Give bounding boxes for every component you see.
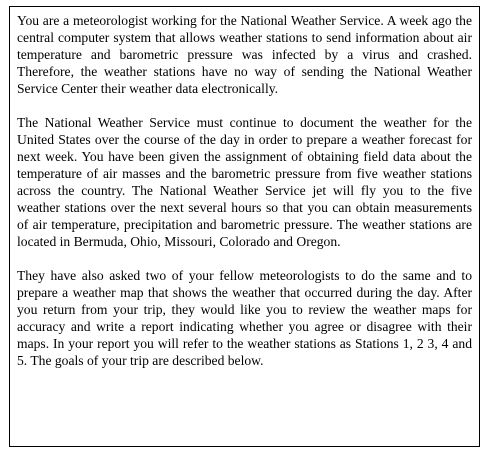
scenario-text-box	[9, 6, 480, 447]
scenario-paragraph-1: You are a meteorologist working for the National Weather Service. A week ago the central computer system that allows weather stations to send information about air temperature and barometric pressure was infected by a virus and crashed. Therefore, the weather stations have no way of sending the National Weather Service Center their weather data electronically.	[17, 13, 472, 96]
scenario-paragraph-3: They have also asked two of your fellow meteorologists to do the same and to prepare a weather map that shows the weather that occurred during the day. After you return from your trip, they would like you to review the weather maps for accuracy and write a report indicating whether you agree or disagree with their maps. In your report you will refer to the weather stations as Stations 1, 2 3, 4 and 5. The goals of your trip are described below.	[17, 268, 472, 368]
scenario-paragraph-2: The National Weather Service must continue to document the weather for the United States over the course of the day in order to prepare a weather forecast for next week. You have been given the assignment of obtaining field data about the temperature of air masses and the barometric pressure from five weather stations across the country. The National Weather Service jet will fly you to the five weather stations over the next several hours so that you can obtain measurements of air temperature, precipitation and barometric pressure. The weather stations are located in Bermuda, Ohio, Missouri, Colorado and Oregon.	[17, 115, 472, 249]
